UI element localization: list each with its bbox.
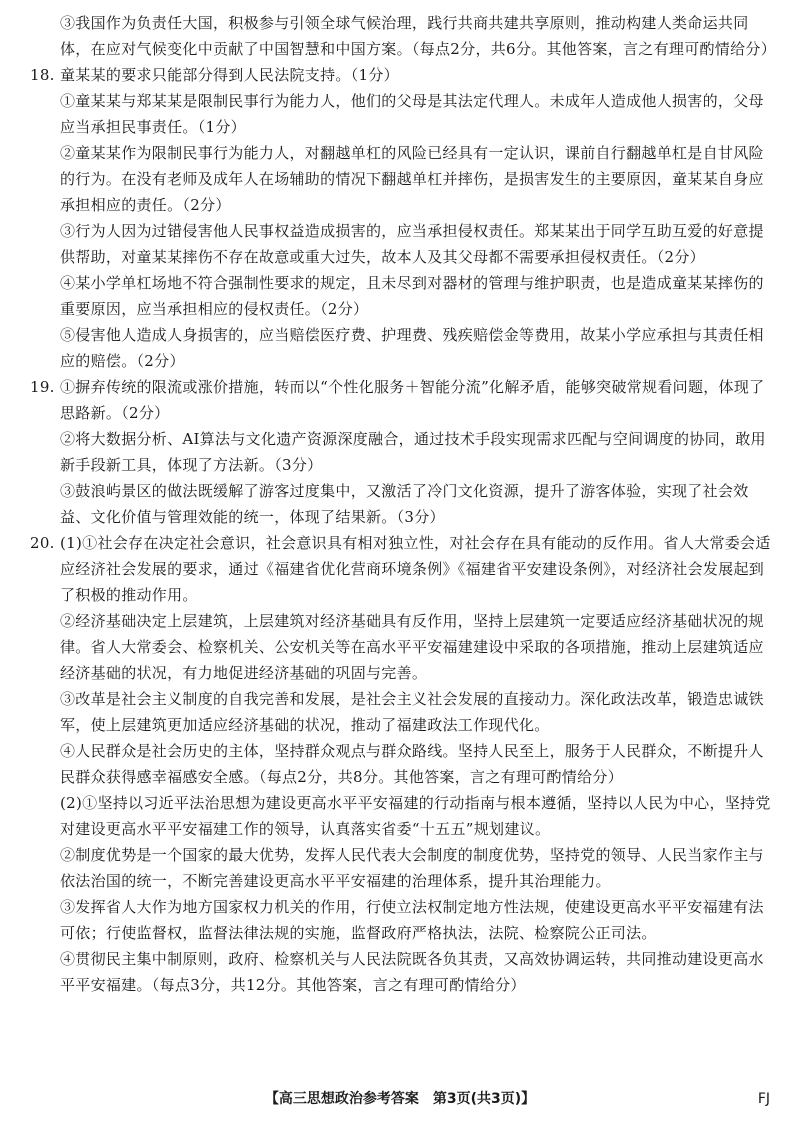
q20-part1-point-4: ④人民群众是社会历史的主体，坚持群众观点与群众路线。坚持人民至上，服务于人民群众，不断提升人民群众获得感幸福感安全感。（每点2分，共8分。其他答案，言之有理可酌情给分） [60, 742, 764, 786]
q19-number: 19. [30, 378, 55, 396]
q18-point-3: ③行为人因为过错侵害他人民事权益造成损害的，应当承担侵权责任。郑某某出于同学互助互爱的好意提供帮助，对童某某摔伤不存在故意或重大过失，故本人及其父母都不需要承担侵权责任。（2分） [60, 222, 764, 266]
q18-intro [30, 62, 778, 88]
q19-point-3: ③鼓浪屿景区的做法既缓解了游客过度集中，又激活了冷门文化资源，提升了游客体验，实现了社会效益、文化价值与管理效能的统一，体现了结果新。（3分） [60, 482, 749, 526]
q18-number: 18. [30, 66, 55, 84]
q18-point-4: ④某小学单杠场地不符合强制性要求的规定，且未尽到对器材的管理与维护职责，也是造成童某某摔伤的重要原因，应当承担相应的侵权责任。（2分） [60, 274, 764, 318]
footer-title: 【高三思想政治参考答案 第3页(共3页)】 [264, 1091, 536, 1107]
q20-part1-point-3: ③改革是社会主义制度的自我完善和发展，是社会主义社会发展的直接动力。深化政法改革，锻造忠诚铁军，使上层建筑更加适应经济基础的状况，推动了福建政法工作现代化。 [60, 690, 764, 734]
q20-part2-point-1: (2)①坚持以习近平法治思想为建设更高水平平安福建的行动指南与根本遵循，坚持以人民为中心，坚持党对建设更高水平平安福建工作的领导，认真落实省委“十五五”规划建议。 [60, 794, 771, 838]
q19-intro-text: ①摒弃传统的限流或涨价措施，转而以“个性化服务＋智能分流”化解矛盾，能够突破常规看问题，体现了思路新。（2分） [60, 378, 765, 422]
q19-intro [30, 374, 778, 426]
q20-intro-text: (1)①社会存在决定社会意识，社会意识具有相对独立性，对社会存在具有能动的反作用。省人大常委会适应经济社会发展的要求，通过《福建省优化营商环境条例》《福建省平安建设条例》，对经济社会发展起到了积极的推动作用。 [60, 534, 771, 604]
answer-content [30, 10, 778, 998]
q18-intro-text: 童某某的要求只能部分得到人民法院支持。（1分） [60, 66, 399, 84]
q20-number: 20. [30, 534, 55, 552]
q20-part2-point-2: ②制度优势是一个国家的最大优势，发挥人民代表大会制度的制度优势，坚持党的领导、人民当家作主与依法治国的统一，不断完善建设更高水平平安福建的治理体系，提升其治理能力。 [60, 846, 764, 890]
q18-point-1: ①童某某与郑某某是限制民事行为能力人，他们的父母是其法定代理人。未成年人造成他人损害的，父母应当承担民事责任。（1分） [60, 92, 764, 136]
q18-point-2: ②童某某作为限制民事行为能力人，对翻越单杠的风险已经具有一定认识，课前自行翻越单杠是自甘风险的行为。在没有老师及成年人在场辅助的情况下翻越单杠并摔伤，是损害发生的主要原因，童某某自身应承担相应的责任。（2分） [60, 144, 764, 214]
q17-point-3: ③我国作为负责任大国，积极参与引领全球气候治理，践行共商共建共享原则，推动构建人类命运共同体，在应对气候变化中贡献了中国智慧和中国方案。（每点2分，共6分。其他答案，言之有理可酌情给分） [60, 14, 776, 58]
q19-point-2: ②将大数据分析、AI算法与文化遗产资源深度融合，通过技术手段实现需求匹配与空间调度的协同，敢用新手段新工具，体现了方法新。（3分） [60, 430, 766, 474]
q18-point-5: ⑤侵害他人造成人身损害的，应当赔偿医疗费、护理费、残疾赔偿金等费用，故某小学应承担与其责任相应的赔偿。（2分） [60, 326, 764, 370]
q20-part2-point-3: ③发挥省人大作为地方国家权力机关的作用，行使立法权制定地方性法规，使建设更高水平平安福建有法可依；行使监督权，监督法律法规的实施，监督政府严格执法，法院、检察院公正司法。 [60, 898, 764, 942]
footer-code: FJ [757, 1091, 770, 1107]
q20-part2-point-4: ④贯彻民主集中制原则，政府、检察机关与人民法院既各负其责，又高效协调运转，共同推动建设更高水平平安福建。（每点3分，共12分。其他答案，言之有理可酌情给分） [60, 950, 764, 994]
page-footer [0, 1086, 800, 1112]
q20-intro [30, 530, 778, 608]
q20-part1-point-2: ②经济基础决定上层建筑，上层建筑对经济基础具有反作用，坚持上层建筑一定要适应经济基础状况的规律。省人大常委会、检察机关、公安机关等在高水平平安福建建设中采取的各项措施，推动上层建筑适应经济基础的状况，有力地促进经济基础的巩固与完善。 [60, 612, 764, 682]
